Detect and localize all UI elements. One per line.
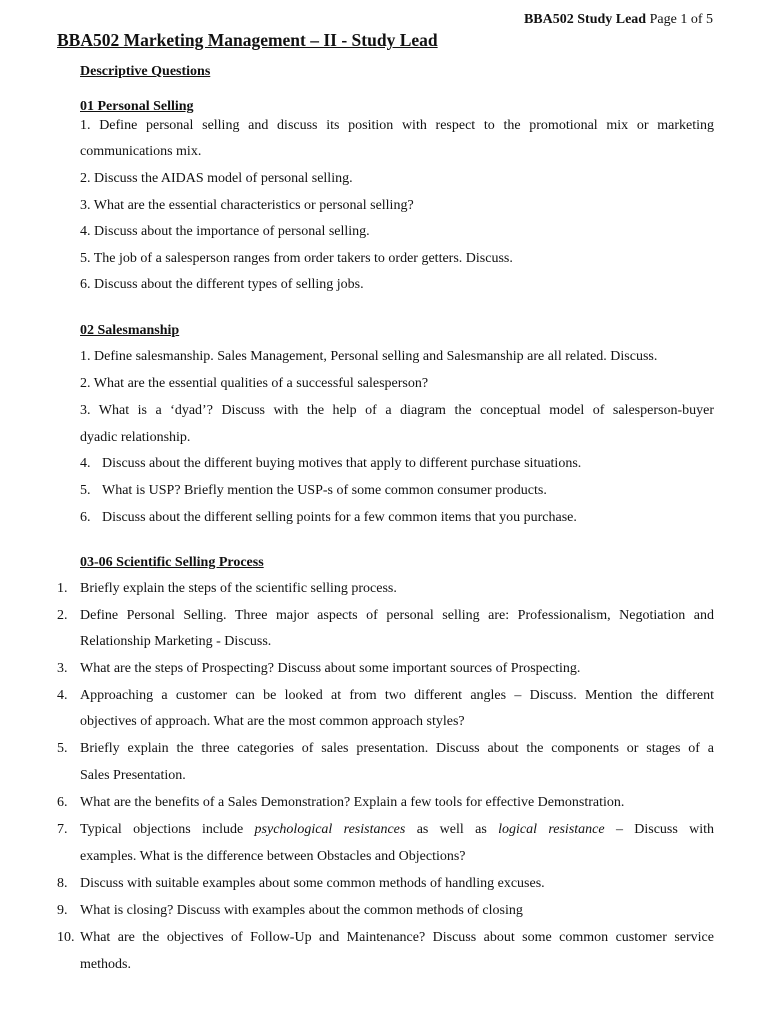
question-text: Briefly explain the steps of the scientific selling process.	[80, 581, 397, 596]
question-text: objectives of approach. What are the most common approach styles?	[80, 714, 465, 729]
question-text: What is USP? Briefly mention the USP-s of some common consumer products.	[102, 483, 547, 498]
list-number: 3.	[57, 661, 68, 676]
section-heading-scientific-selling: 03-06 Scientific Selling Process	[80, 555, 264, 570]
question-text: 2. Discuss the AIDAS model of personal selling.	[80, 171, 353, 186]
question-text: 1. Define salesmanship. Sales Management, Personal selling and Salesmanship are all related. Discuss.	[80, 349, 658, 364]
question-text: Briefly explain the three categories of sales presentation. Discuss about the components or stages of a	[80, 741, 714, 756]
list-number: 10.	[57, 930, 75, 945]
list-number: 5.	[80, 483, 91, 498]
list-number: 8.	[57, 876, 68, 891]
question-text: 6. Discuss about the different types of selling jobs.	[80, 277, 364, 292]
emphasis-text: psychological resistances	[254, 822, 406, 837]
question-text: 3. What is a ‘dyad’? Discuss with the help of a diagram the conceptual model of salesperson-buyer	[80, 403, 714, 418]
list-number: 6.	[57, 795, 68, 810]
question-text	[80, 821, 714, 839]
list-number: 2.	[57, 608, 68, 623]
descriptive-questions-heading: Descriptive Questions	[80, 64, 211, 79]
question-text: 3. What are the essential characteristics or personal selling?	[80, 198, 414, 213]
list-number: 7.	[57, 822, 68, 837]
question-text: 2. What are the essential qualities of a successful salesperson?	[80, 376, 429, 391]
emphasis-text: logical resistance	[498, 822, 605, 837]
question-text: 1. Define personal selling and discuss its position with respect to the promotional mix or marketing	[80, 118, 714, 133]
question-text: What is closing? Discuss with examples about the common methods of closing	[80, 903, 523, 918]
running-header	[524, 12, 713, 28]
page-number: Page 1 of 5	[649, 12, 713, 27]
list-number: 6.	[80, 510, 91, 525]
question-text: Define Personal Selling. Three major aspects of personal selling are: Professionalism, Negotiation and	[80, 608, 714, 623]
question-text: communications mix.	[80, 144, 202, 159]
list-number: 4.	[57, 688, 68, 703]
question-text: Discuss with suitable examples about some common methods of handling excuses.	[80, 876, 545, 891]
running-header-title: BBA502 Study Lead	[523, 12, 647, 27]
question-text: dyadic relationship.	[80, 430, 191, 445]
question-text: Discuss about the different selling points for a few common items that you purchase.	[102, 510, 577, 525]
question-text: What are the objectives of Follow-Up and Maintenance? Discuss about some common customer service	[80, 930, 714, 945]
list-number: 4.	[80, 456, 91, 471]
list-number: 1.	[57, 581, 68, 596]
question-text: Sales Presentation.	[80, 768, 186, 783]
list-number: 5.	[57, 741, 68, 756]
question-text: What are the benefits of a Sales Demonstration? Explain a few tools for effective Demonstration.	[80, 795, 625, 810]
list-number: 9.	[57, 903, 68, 918]
document-title: BBA502 Marketing Management – II - Study Lead	[57, 30, 438, 50]
question-text: What are the steps of Prospecting? Discuss about some important sources of Prospecting.	[80, 661, 581, 676]
question-text: Relationship Marketing - Discuss.	[80, 634, 272, 649]
question-text: examples. What is the difference between Obstacles and Objections?	[80, 849, 466, 864]
question-text: Approaching a customer can be looked at from two different angles – Discuss. Mention the different	[80, 688, 714, 703]
question-text-part: as well as	[416, 822, 487, 837]
question-text: Discuss about the different buying motives that apply to different purchase situations.	[102, 456, 582, 471]
question-text: methods.	[80, 957, 131, 972]
section-heading-salesmanship: 02 Salesmanship	[80, 323, 180, 338]
question-text: 4. Discuss about the importance of personal selling.	[80, 224, 370, 239]
question-text-part: – Discuss with	[615, 822, 715, 837]
question-text: 5. The job of a salesperson ranges from order takers to order getters. Discuss.	[80, 251, 513, 266]
question-text-part: Typical objections include	[80, 822, 244, 837]
section-heading-personal-selling: 01 Personal Selling	[80, 99, 194, 114]
